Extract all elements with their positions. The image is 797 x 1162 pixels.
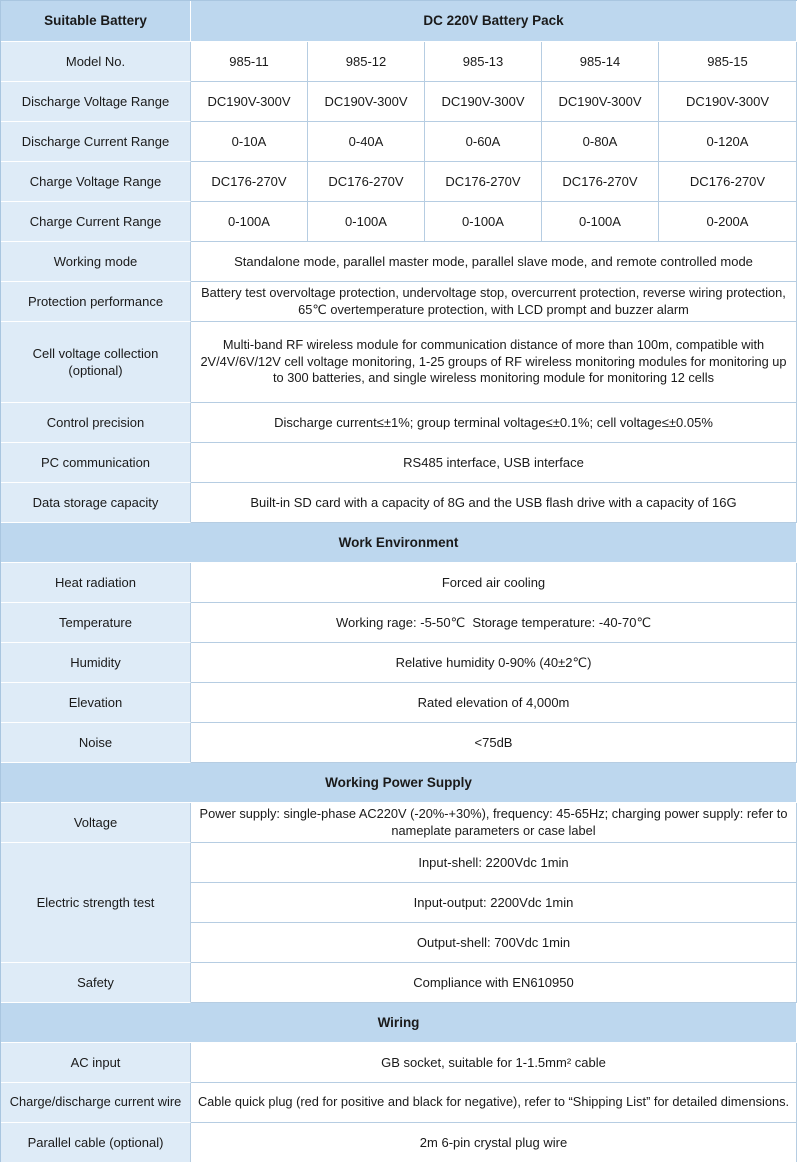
row-label: Charge Voltage Range: [1, 162, 191, 202]
section-title: Work Environment: [1, 523, 797, 563]
value-cell: Working rage: -5-50℃ Storage temperature: -40-70℃: [191, 603, 797, 643]
value-cell: Multi-band RF wireless module for communication distance of more than 100m, compatible with 2V/4V/6V/12V cell voltage monitoring, 1-25 groups of RF wireless monitoring modules for monitoring up to 300 batteries, and single wireless monitoring module for monitoring 12 cells: [191, 322, 797, 403]
value-cell: Cable quick plug (red for positive and black for negative), refer to “Shipping List” for detailed dimensions.: [191, 1083, 797, 1123]
value-cell: Forced air cooling: [191, 563, 797, 603]
table-row-protection-performance: [1, 282, 797, 322]
table-row-temperature: [1, 603, 797, 643]
value-cell: Input-output: 2200Vdc 1min: [191, 883, 797, 923]
value-cell: 0-40A: [308, 122, 425, 162]
value-cell: 0-100A: [425, 202, 542, 242]
table-row-humidity: [1, 643, 797, 683]
value-cell: DC190V-300V: [191, 82, 308, 122]
row-label: Parallel cable (optional): [1, 1123, 191, 1162]
table-row-model-no: [1, 42, 797, 82]
row-label: Cell voltage collection (optional): [1, 322, 191, 403]
table-row-charge-discharge-wire: [1, 1083, 797, 1123]
table-row-noise: [1, 723, 797, 763]
section-title: Wiring: [1, 1003, 797, 1043]
row-label: Temperature: [1, 603, 191, 643]
section-header-wiring: [1, 1003, 797, 1043]
value-cell: Standalone mode, parallel master mode, parallel slave mode, and remote controlled mode: [191, 242, 797, 282]
table-row-data-storage: [1, 483, 797, 523]
value-cell: 2m 6-pin crystal plug wire: [191, 1123, 797, 1162]
row-label: Discharge Current Range: [1, 122, 191, 162]
table-row-pc-communication: [1, 443, 797, 483]
value-cell: DC176-270V: [542, 162, 659, 202]
value-cell: Battery test overvoltage protection, undervoltage stop, overcurrent protection, reverse wiring protection, 65℃ overtemperature protection, with LCD prompt and buzzer alarm: [191, 282, 797, 322]
table-row-electric-strength-test: [1, 843, 797, 963]
row-label: Heat radiation: [1, 563, 191, 603]
row-label: Model No.: [1, 42, 191, 82]
row-label: Data storage capacity: [1, 483, 191, 523]
value-cell: Power supply: single-phase AC220V (-20%-+30%), frequency: 45-65Hz; charging power supply: refer to nameplate parameters or case label: [191, 803, 797, 843]
row-label: Voltage: [1, 803, 191, 843]
battery-pack-title: DC 220V Battery Pack: [191, 1, 797, 42]
table-row-discharge-voltage: [1, 82, 797, 122]
value-cell: DC190V-300V: [308, 82, 425, 122]
table-row-elevation: [1, 683, 797, 723]
row-label: Electric strength test: [1, 843, 191, 963]
table-row-safety: [1, 963, 797, 1003]
row-label: Elevation: [1, 683, 191, 723]
model-cell: 985-15: [659, 42, 797, 82]
suitable-battery-header: Suitable Battery: [1, 1, 191, 42]
value-cell: Built-in SD card with a capacity of 8G and the USB flash drive with a capacity of 16G: [191, 483, 797, 523]
model-cell: 985-12: [308, 42, 425, 82]
section-title: Working Power Supply: [1, 763, 797, 803]
row-label: Safety: [1, 963, 191, 1003]
value-cell: DC190V-300V: [425, 82, 542, 122]
section-header-working-power-supply: [1, 763, 797, 803]
table-row-cell-voltage-collection: [1, 322, 797, 403]
row-label: Charge/discharge current wire: [1, 1083, 191, 1123]
value-cell: 0-60A: [425, 122, 542, 162]
table-row-control-precision: [1, 403, 797, 443]
row-label: Protection performance: [1, 282, 191, 322]
value-cell: Input-shell: 2200Vdc 1min: [191, 843, 797, 883]
value-cell: 0-120A: [659, 122, 797, 162]
model-cell: 985-13: [425, 42, 542, 82]
row-label: Working mode: [1, 242, 191, 282]
section-header-work-environment: [1, 523, 797, 563]
value-cell: DC190V-300V: [542, 82, 659, 122]
row-label: Noise: [1, 723, 191, 763]
value-cell: Rated elevation of 4,000m: [191, 683, 797, 723]
value-cell: Discharge current≤±1%; group terminal voltage≤±0.1%; cell voltage≤±0.05%: [191, 403, 797, 443]
value-cell: Output-shell: 700Vdc 1min: [191, 923, 797, 963]
value-cell: 0-100A: [191, 202, 308, 242]
table-row-ac-input: [1, 1043, 797, 1083]
row-label: PC communication: [1, 443, 191, 483]
table-row-voltage: [1, 803, 797, 843]
row-label: AC input: [1, 1043, 191, 1083]
value-cell: RS485 interface, USB interface: [191, 443, 797, 483]
table-row-heat-radiation: [1, 563, 797, 603]
value-cell: DC176-270V: [308, 162, 425, 202]
value-cell: 0-100A: [308, 202, 425, 242]
table-header-row: [1, 1, 797, 42]
model-cell: 985-11: [191, 42, 308, 82]
value-cell: Relative humidity 0-90% (40±2℃): [191, 643, 797, 683]
value-cell: DC176-270V: [659, 162, 797, 202]
value-cell: 0-10A: [191, 122, 308, 162]
value-cell: Compliance with EN610950: [191, 963, 797, 1003]
value-cell: DC190V-300V: [659, 82, 797, 122]
value-cell: GB socket, suitable for 1-1.5mm² cable: [191, 1043, 797, 1083]
row-label: Humidity: [1, 643, 191, 683]
table-row-parallel-cable: [1, 1123, 797, 1162]
value-cell: 0-200A: [659, 202, 797, 242]
row-label: Control precision: [1, 403, 191, 443]
value-cell: <75dB: [191, 723, 797, 763]
table-row-charge-current: [1, 202, 797, 242]
table-row-charge-voltage: [1, 162, 797, 202]
row-label: Discharge Voltage Range: [1, 82, 191, 122]
value-cell: 0-100A: [542, 202, 659, 242]
value-cell: DC176-270V: [425, 162, 542, 202]
value-cell: 0-80A: [542, 122, 659, 162]
model-cell: 985-14: [542, 42, 659, 82]
value-cell: DC176-270V: [191, 162, 308, 202]
row-label: Charge Current Range: [1, 202, 191, 242]
table-row-working-mode: [1, 242, 797, 282]
table-row-discharge-current: [1, 122, 797, 162]
